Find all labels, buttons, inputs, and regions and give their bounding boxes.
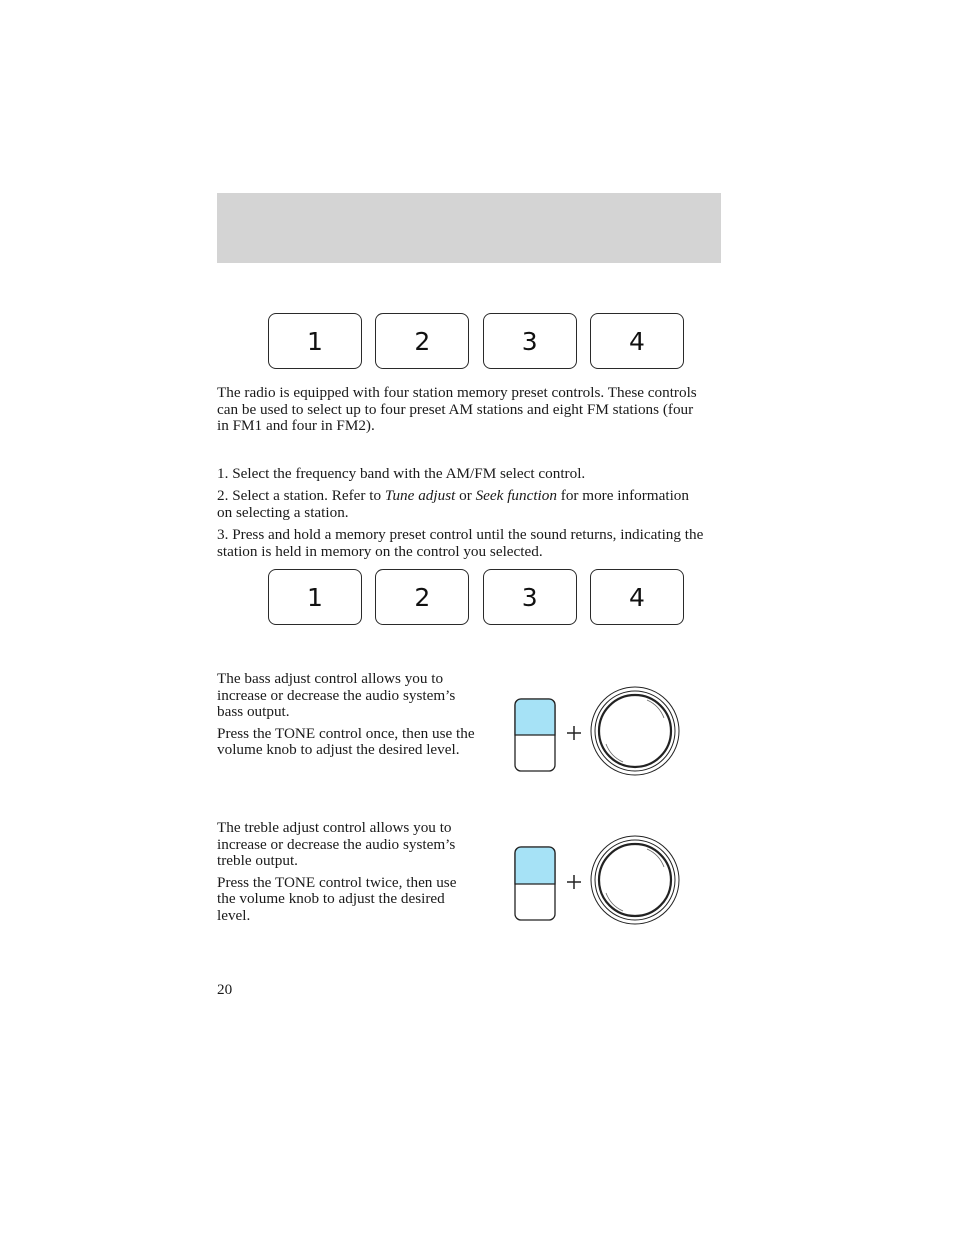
bass-description: The bass adjust control allows you to increase or decrease the audio system’s bass output. [217, 670, 456, 721]
bass-diagram [510, 686, 690, 778]
preset-buttons-top [268, 313, 684, 371]
treble-section-text [217, 820, 477, 930]
preset-button-3: 3 [483, 569, 577, 625]
treble-instruction: Press the TONE control twice, then use the volume knob to adjust the desired level. [217, 873, 457, 924]
page-number: 20 [217, 981, 233, 998]
tune-adjust-reference: Tune adjust [384, 487, 456, 504]
step-2-text-b: or [455, 487, 476, 504]
bass-instruction: Press the TONE control once, then use the volume knob to adjust the desired level. [217, 724, 475, 759]
step-2-text-c: for more information on selecting a station. [217, 487, 689, 521]
preset-button-4: 4 [590, 569, 684, 625]
plus-icon [567, 875, 581, 889]
tone-button-icon [515, 847, 555, 920]
preset-button-4: 4 [590, 313, 684, 369]
step-2 [217, 488, 697, 521]
step-1: 1. Select the frequency band with the AM/FM select control. [217, 465, 586, 482]
preset-button-2: 2 [375, 569, 469, 625]
step-2-text-a: 2. Select a station. Refer to [217, 487, 385, 504]
preset-buttons-bottom [268, 569, 684, 627]
volume-knob-icon [591, 836, 679, 924]
section-header-band [217, 193, 721, 263]
seek-function-reference: Seek function [475, 487, 557, 504]
volume-knob-icon [591, 687, 679, 775]
tone-button-icon [515, 699, 555, 771]
preset-button-1: 1 [268, 313, 362, 369]
preset-button-2: 2 [375, 313, 469, 369]
preset-button-3: 3 [483, 313, 577, 369]
treble-description: The treble adjust control allows you to increase or decrease the audio system’s treble output. [217, 819, 456, 870]
bass-section-text [217, 671, 477, 764]
step-3: 3. Press and hold a memory preset control until the sound returns, indicating the station is held in memory on the control you selected. [217, 526, 704, 560]
plus-icon [567, 726, 581, 740]
treble-diagram [510, 835, 690, 927]
intro-paragraph: The radio is equipped with four station memory preset controls. These controls can be used to select up to four preset AM stations and eight FM stations (four in FM1 and four in FM2). [217, 384, 697, 435]
preset-button-1: 1 [268, 569, 362, 625]
